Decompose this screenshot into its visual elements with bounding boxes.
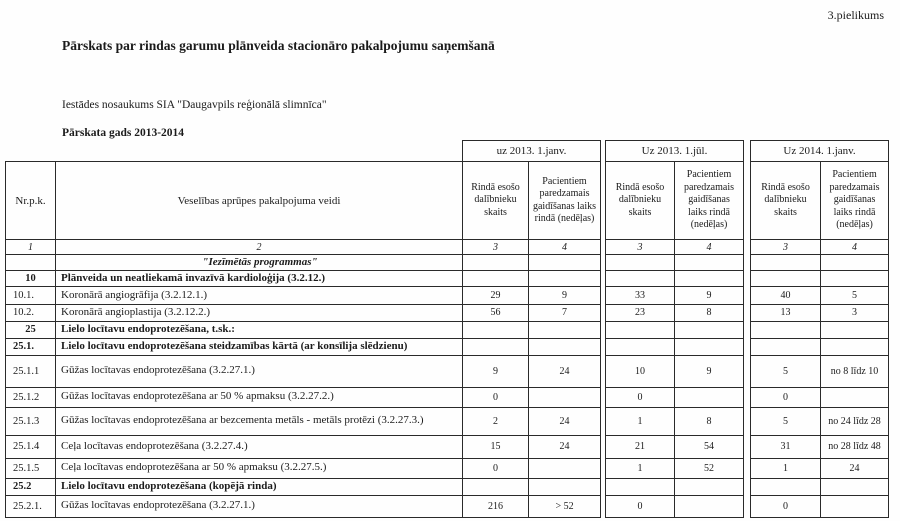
cell-value <box>463 255 529 271</box>
cell-value: 24 <box>529 407 601 435</box>
table-row <box>6 255 889 271</box>
column-gap <box>744 162 751 240</box>
column-gap <box>744 458 751 478</box>
table-row <box>6 458 889 478</box>
cell-value: 56 <box>463 305 529 321</box>
cell-value: no 28 līdz 48 <box>821 435 889 458</box>
cell-service: Ceļa locītavas endoprotezēšana (3.2.27.4.) <box>56 435 463 458</box>
table-row <box>6 495 889 517</box>
cell-nr: 25.1.2 <box>6 387 56 407</box>
cell-value: 15 <box>463 435 529 458</box>
cell-value: no 24 līdz 28 <box>821 407 889 435</box>
col-header-wait-2: Pacientiem paredzamais gaidīšanas laiks rindā (nedēļas) <box>675 162 744 240</box>
cell-value: 9 <box>529 287 601 305</box>
cell-service: Lielo locītavu endoprotezēšana, t.sk.: <box>56 321 463 338</box>
cell-value: 1 <box>606 407 675 435</box>
column-gap <box>744 255 751 271</box>
column-number: 2 <box>56 240 463 255</box>
period-header-2013-jul: Uz 2013. 1.jūl. <box>606 141 744 162</box>
cell-value: 0 <box>463 458 529 478</box>
table-row <box>6 287 889 305</box>
cell-nr: 25.1.1 <box>6 355 56 387</box>
col-header-service: Veselības aprūpes pakalpojuma veidi <box>56 162 463 240</box>
table-body <box>6 255 889 518</box>
period-header-row <box>6 141 889 162</box>
annex-label: 3.pielikums <box>827 8 884 22</box>
cell-value: 7 <box>529 305 601 321</box>
cell-service: Koronārā angiogrāfija (3.2.12.1.) <box>56 287 463 305</box>
cell-value: no 8 līdz 10 <box>821 355 889 387</box>
cell-value <box>821 321 889 338</box>
cell-nr: 10 <box>6 271 56 287</box>
cell-service: "Iezīmētās programmas" <box>56 255 463 271</box>
cell-value: 10 <box>606 355 675 387</box>
cell-value: 0 <box>606 387 675 407</box>
table-row <box>6 321 889 338</box>
cell-value: 9 <box>675 287 744 305</box>
cell-nr: 10.1. <box>6 287 56 305</box>
cell-nr: 25.2 <box>6 478 56 495</box>
column-gap <box>744 387 751 407</box>
column-gap <box>744 355 751 387</box>
cell-value <box>529 458 601 478</box>
cell-value <box>821 255 889 271</box>
cell-value <box>675 271 744 287</box>
cell-value <box>751 271 821 287</box>
cell-value <box>821 387 889 407</box>
cell-value: 216 <box>463 495 529 517</box>
column-gap <box>744 478 751 495</box>
cell-value: 24 <box>821 458 889 478</box>
cell-value: 40 <box>751 287 821 305</box>
cell-value <box>606 321 675 338</box>
cell-service: Lielo locītavu endoprotezēšana (kopējā rinda) <box>56 478 463 495</box>
cell-service: Ceļa locītavas endoprotezēšana ar 50 % apmaksu (3.2.27.5.) <box>56 458 463 478</box>
cell-value <box>751 478 821 495</box>
cell-value <box>606 478 675 495</box>
column-number-row <box>6 240 889 255</box>
cell-service: Gūžas locītavas endoprotezēšana ar bezcementa metāls - metāls protēzi (3.2.27.3.) <box>56 407 463 435</box>
cell-value <box>675 387 744 407</box>
cell-value: 8 <box>675 407 744 435</box>
col-header-count-3: Rindā esošo dalībnieku skaits <box>751 162 821 240</box>
cell-value: 54 <box>675 435 744 458</box>
cell-service: Gūžas locītavas endoprotezēšana ar 50 % apmaksu (3.2.27.2.) <box>56 387 463 407</box>
cell-value <box>821 271 889 287</box>
cell-value: 21 <box>606 435 675 458</box>
column-gap <box>744 338 751 355</box>
column-number: 3 <box>751 240 821 255</box>
cell-value: 24 <box>529 435 601 458</box>
cell-value <box>675 478 744 495</box>
cell-value: 24 <box>529 355 601 387</box>
cell-nr <box>6 255 56 271</box>
institution-name: Iestādes nosaukums SIA "Daugavpils reģionālā slimnīca" <box>62 99 327 111</box>
cell-value <box>606 338 675 355</box>
column-gap <box>744 271 751 287</box>
cell-value <box>675 321 744 338</box>
cell-value <box>529 338 601 355</box>
cell-value: 52 <box>675 458 744 478</box>
table-row <box>6 435 889 458</box>
table-row <box>6 305 889 321</box>
column-number: 4 <box>821 240 889 255</box>
cell-value: 9 <box>675 355 744 387</box>
table-row <box>6 338 889 355</box>
cell-value: 23 <box>606 305 675 321</box>
column-gap <box>744 240 751 255</box>
cell-value: 0 <box>751 387 821 407</box>
cell-value <box>463 338 529 355</box>
column-gap <box>744 141 751 162</box>
cell-value <box>821 338 889 355</box>
header-spacer <box>6 141 463 162</box>
cell-service: Lielo locītavu endoprotezēšana steidzamības kārtā (ar konsīlija slēdzienu) <box>56 338 463 355</box>
column-number: 4 <box>529 240 601 255</box>
column-gap <box>744 305 751 321</box>
table-row <box>6 478 889 495</box>
col-header-count-2: Rindā esošo dalībnieku skaits <box>606 162 675 240</box>
column-number: 3 <box>606 240 675 255</box>
col-header-nr: Nr.p.k. <box>6 162 56 240</box>
cell-value: 2 <box>463 407 529 435</box>
cell-value <box>675 255 744 271</box>
col-header-wait-3: Pacientiem paredzamais gaidīšanas laiks rindā (nedēļas) <box>821 162 889 240</box>
report-table <box>5 140 889 518</box>
column-number: 1 <box>6 240 56 255</box>
cell-value <box>529 255 601 271</box>
table-row <box>6 407 889 435</box>
cell-nr: 10.2. <box>6 305 56 321</box>
column-number: 4 <box>675 240 744 255</box>
cell-value <box>675 338 744 355</box>
table-row <box>6 355 889 387</box>
cell-value: 8 <box>675 305 744 321</box>
cell-value <box>821 495 889 517</box>
cell-value <box>751 338 821 355</box>
cell-value <box>463 321 529 338</box>
cell-nr: 25.2.1. <box>6 495 56 517</box>
column-gap <box>744 407 751 435</box>
cell-value: 33 <box>606 287 675 305</box>
cell-value <box>529 321 601 338</box>
cell-value: 31 <box>751 435 821 458</box>
cell-nr: 25.1.3 <box>6 407 56 435</box>
cell-value: 5 <box>751 355 821 387</box>
cell-value <box>606 255 675 271</box>
cell-value: 5 <box>751 407 821 435</box>
column-gap <box>744 287 751 305</box>
column-header-row <box>6 162 889 240</box>
column-gap <box>744 495 751 517</box>
cell-value: 9 <box>463 355 529 387</box>
cell-service: Plānveida un neatliekamā invazīvā kardioloģija (3.2.12.) <box>56 271 463 287</box>
cell-value: 29 <box>463 287 529 305</box>
cell-value: 13 <box>751 305 821 321</box>
cell-value <box>529 478 601 495</box>
page-title: Pārskats par rindas garumu plānveida stacionāro pakalpojumu saņemšanā <box>62 38 495 53</box>
cell-value: 0 <box>606 495 675 517</box>
cell-value <box>751 321 821 338</box>
cell-value: 0 <box>463 387 529 407</box>
cell-nr: 25.1. <box>6 338 56 355</box>
cell-nr: 25.1.4 <box>6 435 56 458</box>
cell-value: 5 <box>821 287 889 305</box>
cell-value <box>675 495 744 517</box>
cell-value <box>529 387 601 407</box>
col-header-wait-1: Pacientiem paredzamais gaidīšanas laiks rindā (nedēļas) <box>529 162 601 240</box>
report-period: Pārskata gads 2013-2014 <box>62 127 185 139</box>
cell-service: Gūžas locītavas endoprotezēšana (3.2.27.1.) <box>56 495 463 517</box>
column-gap <box>744 435 751 458</box>
table-row <box>6 271 889 287</box>
cell-value <box>529 271 601 287</box>
cell-service: Gūžas locītavas endoprotezēšana (3.2.27.1.) <box>56 355 463 387</box>
cell-value: 3 <box>821 305 889 321</box>
column-gap <box>744 321 751 338</box>
cell-nr: 25.1.5 <box>6 458 56 478</box>
cell-value <box>463 478 529 495</box>
cell-value <box>463 271 529 287</box>
cell-value: 1 <box>606 458 675 478</box>
col-header-count-1: Rindā esošo dalībnieku skaits <box>463 162 529 240</box>
cell-nr: 25 <box>6 321 56 338</box>
cell-value <box>821 478 889 495</box>
cell-value: 1 <box>751 458 821 478</box>
cell-value <box>751 255 821 271</box>
cell-value: > 52 <box>529 495 601 517</box>
column-number: 3 <box>463 240 529 255</box>
cell-value: 0 <box>751 495 821 517</box>
period-header-2014-jan: Uz 2014. 1.janv. <box>751 141 889 162</box>
period-header-2013-jan: uz 2013. 1.janv. <box>463 141 601 162</box>
cell-service: Koronārā angioplastija (3.2.12.2.) <box>56 305 463 321</box>
table-row <box>6 387 889 407</box>
cell-value <box>606 271 675 287</box>
